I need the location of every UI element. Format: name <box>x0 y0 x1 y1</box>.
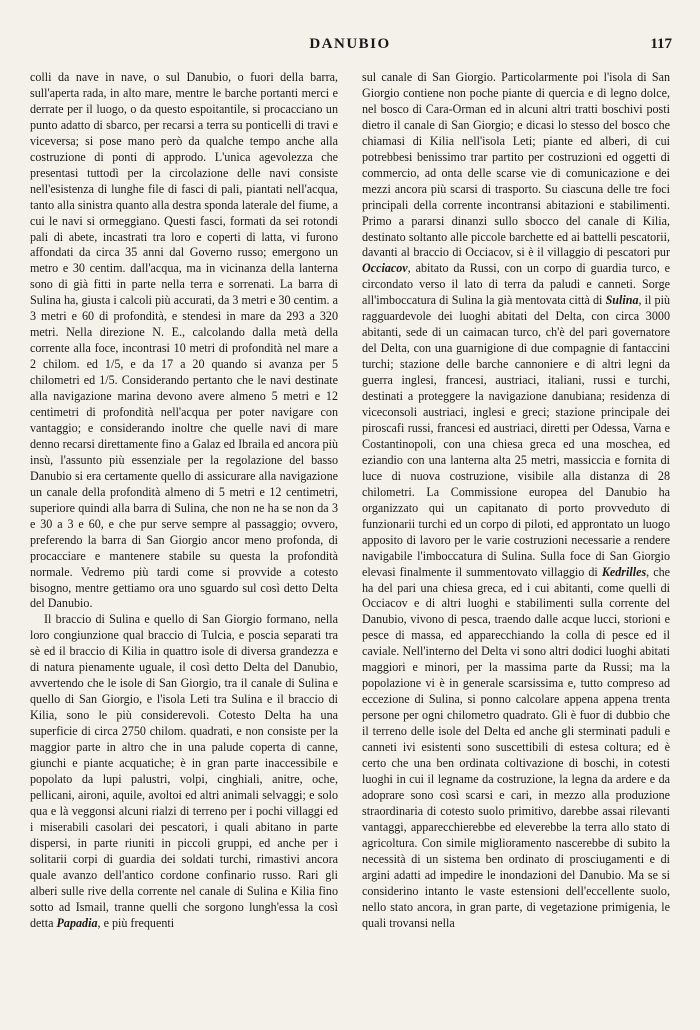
page-header <box>28 36 672 58</box>
page-number: 117 <box>650 36 672 52</box>
place-name-papadia: Papadia <box>56 915 98 930</box>
left-column <box>30 70 338 1015</box>
place-name-occiacov: Occiacov <box>362 261 408 276</box>
paragraph <box>362 70 670 931</box>
paragraph-text: sul canale di San Giorgio. Particolarmente poi l'isola di San Giorgio contiene non poche piante di quercia e di legno dolce, nel bosco di Cara-Orman ed in alcuni altri tratti boschivi posti dietro il canale di San Giorgio; e dicasi lo stesso del bosco che chiamasi di Kilia nell'isola Leti; piante ed alberi, di cui potrebbesi benissimo trar partito per costruzioni ed oggetti di commercio, ad onta delle scarse vie di comunicazione e dei mezzi ancora più scarsi di trasporto. Su ciascuna delle tre foci principali della corrente incontransi abitazioni e stabilimenti. Primo a pararsi dinanzi sullo sbocco del canale di Kilia, destinato soltanto alle piccole barchette ed ai battelli pescatorii, davanti al braccio di Occiacov, si è il villaggio di pescatori pur <box>362 70 670 260</box>
place-name-sulina: Sulina <box>605 293 639 308</box>
right-column <box>362 70 670 1015</box>
paragraph-text: , il più ragguardevole dei luoghi abitati del Delta, con circa 3000 abitanti, sede di un caimacan turco, ch'è del pari governatore del Delta, con una guarnigione di due compagnie di fantaccini turchi; stazione delle barche cannoniere e di altri legni da guerra inglesi, francesi, austriaci, italiani, russi e turchi, destinati a proteggere la navigazione danubiana; residenza di viceconsoli austriaci, inglesi e greci; stazione principale dei piroscafi russi, francesi ed austriaci, diretti per Odessa, Varna e Costantinopoli, con una chiesa greca ed una moschea, ed eziandio con una lanterna alta 25 metri, massiccia e fornita di luce di nuova costruzione, visibile alla distanza di 28 chilometri. La Commissione europea del Danubio ha organizzato qui un capitanato di porto provveduto di funzionarii turchi ed un corpo di piloti, ed approntato un luogo apposito di lavoro per le varie costruzioni necessarie a rendere navigabile l'imboccatura di Sulina. Sulla foce di San Giorgio elevasi finalmente il summentovato villaggio di <box>362 293 670 579</box>
running-head: DANUBIO <box>309 36 391 52</box>
paragraph <box>30 612 338 931</box>
place-name-kedrilles: Kedrilles <box>601 564 647 579</box>
paragraph-text: , abitato da Russi, con un corpo di guardia turco, e circondato verso il lato di terra da paludi e canneti. Sorge all'imboccatura di Sulina la già mentovata città di <box>362 261 670 308</box>
paragraph: colli da nave in nave, o sul Danubio, o fuori della barra, sull'aperta rada, in alto mare, mentre le barche portanti merci e derrate per il luogo, o da questo espoitantile, si procacciano un punto adatto di sbarco, per recarsi a terra su ponticelli di travi e viceversa; si pose mano però da qualche tempo anche alla costruzione di ponti di approdo. L'unica agevolezza che presentasi tuttodì per la circolazione delle navi consiste nell'esistenza di lunghe file di fasci di pali, piantati nell'acqua, tanto alla sinistra quanto alla destra sponda laterale del fiume, a cui le navi si ormeggiano. Questi fasci, formati da sei rotondi pali di abete, incastrati tra loro e coperti di latta, vi furono affondati da circa 35 anni dal Governo russo; emergono un metro e 30 centim. dall'acqua, ma in vicinanza della lanterna sono di già fitti in parte nella terra e sorrenati. La barra di Sulina ha, giusta i calcoli più accurati, da 3 metri e 30 centim. a 3 metri e 60 di profondità, e stendesi in mare da 293 a 320 metri. Nella direzione N. E., calcolando dalla metà della corrente alla foce, incontrasi 10 metri di profondità nel mare a 2 chilom. ed 1/5, e da 17 a 20 quando si avanza per 5 chilometri ed 1/5. Considerando pertanto che le navi destinate alla navigazione marina devono avere almeno 5 metri e 12 centimetri di profondità nell'acqua per poter navigare con vantaggio; e considerando inoltre che quelle navi di mare denno recarsi direttamente fino a Galaz ed Ibraila ed ancora più insù, l'assunto più essenziale per la regolazione del basso Danubio si era certamente quello di assicurare alla navigazione un canale della profondità almeno di 5 metri e 12 centimetri, superiore quindi alla barra di Sulina, che non ne ha se non da 3 e 30 a 3 e 60, e che pur serve sempre al passaggio; ovvero, preferendo la barra di San Giorgio ancor meno profonda, di procacciare e mantenere stabile su questa la profondità normale. Vedremo più tardi come si provvide a cotesto bisogno, mentre gettiamo ora uno sguardo sul così detto Delta del Danubio. <box>30 70 338 611</box>
paragraph-text: , che ha del pari una chiesa greca, ed i cui abitanti, come quelli di Occiacov e di altri luoghi e stabilimenti sulla corrente del Danubio, vivono di pesca, traendo dalle acque lucci, storioni e pesce di massa, ed apparecchiando la colla di pesce ed il caviale. Nell'interno del Delta vi sono altri dodici luoghi abitati maggiori e minori, per la massima parte da Russi; ma la popolazione vi è in generale scarsissima e, tutto compreso ad eccezione di Sulina, si ponno calcolare appena appena trenta persone per ogni chilometro quadrato. Gli è fuor di dubbio che il terreno delle isole del Delta ed anche gli sterminati paduli e canneti ivi esistenti sono suscettibili di estesa coltura; ed è certo che una ben ordinata coltivazione di boschi, in cotesti luoghi in cui il legname da costruzione, la legna da ardere e da adoprare sono così scarsi e cari, in mezzo alla produzione straordinaria di cotesto suolo primitivo, darebbe assai rilevanti vantaggi, apparecchierebbe ed eleverebbe la terra allo stato di agricoltura. Con simile miglioramento nascerebbe di subito la necessità di un sistema ben ordinato di prosciugamenti e di argini adatti ad impedire le inondazioni del Danubio. Ma se si considerino intanto le vaste estensioni dell'eccellente suolo, nello stato ancora, in gran parte, di vegetazione primigenia, le quali trovansi nella <box>362 564 670 930</box>
text-columns <box>30 70 670 1015</box>
paragraph-text: Il braccio di Sulina e quello di San Giorgio formano, nella loro congiunzione qual braccio di Tulcia, e poscia separati tra sè ed il braccio di Kilia in quattro isole di diversa grandezza e di natura pienamente uguale, il così detto Delta del Danubio, avvertendo che le isole di San Giorgio, tra il canale di Sulina e quello di San Giorgio, e l'isola Leti tra Sulina e il braccio di Kilia, sono le più considerevoli. Cotesto Delta ha una superficie di circa 2750 chilom. quadrati, e non consiste per la maggior parte in altro che in una palude coperta di canne, giunchi e piante acquatiche; è in gran parte inaccessibile e popolato da lupi palustri, volpi, cinghiali, anitre, oche, pellicani, aironi, aquile, avoltoi ed altri animali selvaggi; e solo qua e là veggonsi alcuni rialzi di terreno per i pochi villaggi ed i miserabili casolari dei pescatori, i quali abitano in parte dispersi, in parte riuniti in piccoli gruppi, ed anche per i solitarii corpi di guardia dei soldati turchi, rimastivi ancora quale avanzo dell'antico cordone confinario russo. Rari gli alberi sulle rive della corrente nel canale di Sulina e Kilia fino sotto ad Ismail, tranne quelli che sorgono lungh'essa la così detta <box>30 612 338 930</box>
paragraph-text: , e più frequenti <box>97 915 175 930</box>
